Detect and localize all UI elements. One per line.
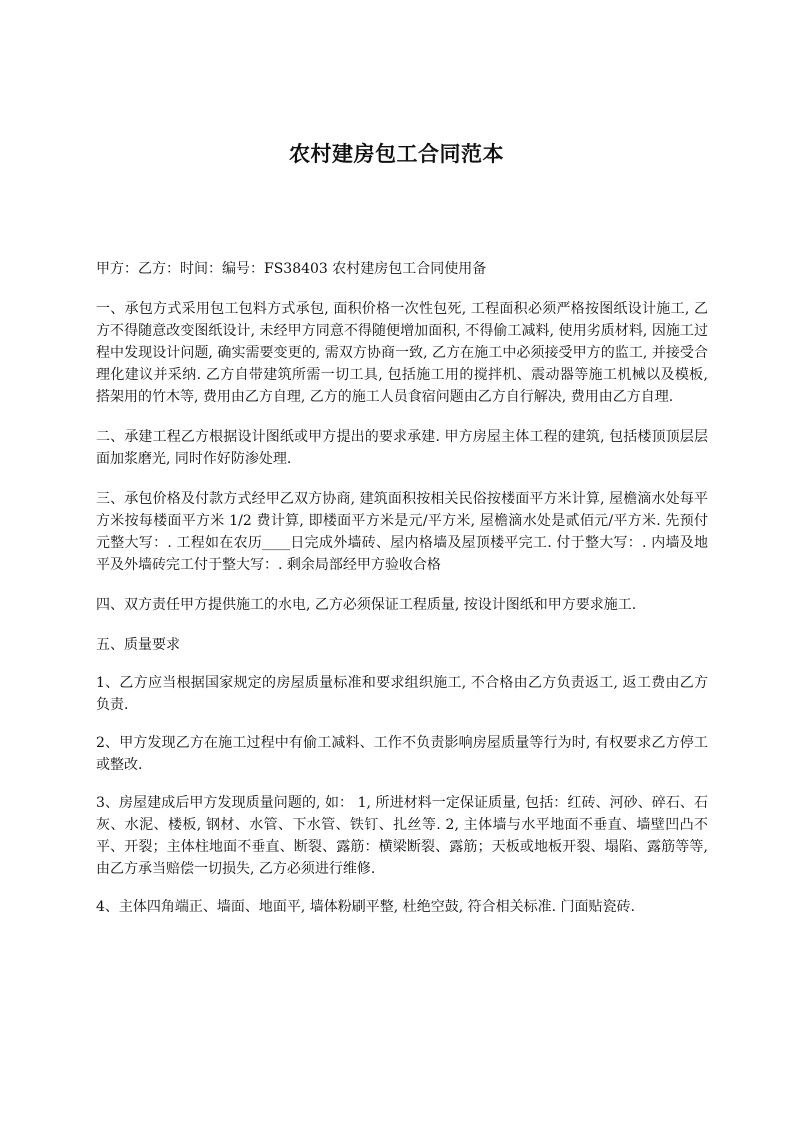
quality-item-1: 1、乙方应当根据国家规定的房屋质量标准和要求组织施工, 不合格由乙方负责返工, 返工费由乙方负责. — [96, 675, 708, 713]
clause-responsibilities: 四、双方责任甲方提供施工的水电, 乙方必须保证工程质量, 按设计图纸和甲方要求施工. — [96, 597, 637, 613]
document-title: 农村建房包工合同范本 — [289, 142, 504, 166]
quality-item-3: 3、房屋建成后甲方发现质量问题的, 如： 1, 所进材料一定保证质量, 包括：红砖、河砂、碎石、石灰、水泥、楼板, 钢材、水管、下水管、铁钉、扎丝等. 2, 主体墙与水平地面不垂直、墙壁凹凸不平、开裂；主体柱地面不垂直、断裂、露筋：横梁断裂、露筋；天板或地板开裂、塌陷、露筋等等, 由乙方承当赔偿一切损失, 乙方必须进行维修. — [96, 795, 708, 877]
clause-construction-scope: 二、承建工程乙方根据设计图纸或甲方提出的要求承建. 甲方房屋主体工程的建筑, 包括楼顶顶层层面加浆磨光, 同时作好防渗处理. — [96, 429, 708, 467]
parties-line: 甲方：乙方：时间：编号：FS38403 农村建房包工合同使用备 — [96, 261, 487, 277]
document-body — [96, 258, 708, 934]
clause-price-payment: 三、承包价格及付款方式经甲乙双方协商, 建筑面积按相关民俗按楼面平方米计算, 屋檐滴水处每平方米按每楼面平方米 1/2 费计算, 即楼面平方米是元/平方米, 屋檐滴水处是贰佰元/平方米. 先预付元整大写：. 工程如在农历____日完成外墙砖、屋内格墙及屋顶楼平完工. 付于整大写：. 内墙及地平及外墙砖完工付于整大写：. 剩余局部经甲方验收合格 — [96, 491, 708, 573]
quality-item-4: 4、主体四角端正、墙面、地面平, 墙体粉刷平整, 杜绝空鼓, 符合相关标准. 门面贴瓷砖. — [96, 899, 635, 915]
section-quality-heading: 五、质量要求 — [96, 637, 180, 653]
quality-item-2: 2、甲方发现乙方在施工过程中有偷工减料、工作不负责影响房屋质量等行为时, 有权要求乙方停工或整改. — [96, 735, 708, 773]
clause-contract-method: 一、承包方式采用包工包料方式承包, 面积价格一次性包死, 工程面积必须严格按图纸设计施工, 乙方不得随意改变图纸设计, 未经甲方同意不得随便增加面积, 不得偷工减料, 使用劣质材料, 因施工过程中发现设计问题, 确实需要变更的, 需双方协商一致, 乙方在施工中必须接受甲方的监工, 并接受合理化建议并采纳. 乙方自带建筑所需一切工具, 包括施工用的搅拌机、震动器等施工机械以及模板, 搭架用的竹木等, 费用由乙方自理, 乙方的施工人员食宿问题由乙方自行解决, 费用由乙方自理. — [96, 301, 708, 405]
